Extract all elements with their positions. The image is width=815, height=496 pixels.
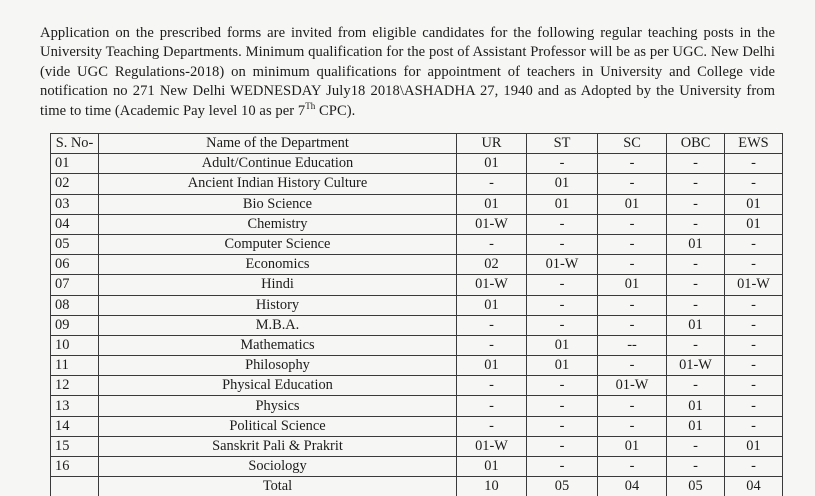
ews-cell: -	[725, 255, 783, 275]
total-label: Total	[99, 477, 457, 496]
department-cell: Political Science	[99, 416, 457, 436]
table-row	[51, 315, 783, 335]
header-sc: SC	[598, 134, 667, 154]
department-cell: Philosophy	[99, 356, 457, 376]
st-cell: -	[527, 275, 598, 295]
table-row	[51, 335, 783, 355]
header-ur: UR	[457, 134, 527, 154]
total-ur-cell: 10	[457, 477, 527, 496]
table-row	[51, 295, 783, 315]
st-cell: -	[527, 295, 598, 315]
header-obc: OBC	[667, 134, 725, 154]
ur-cell: -	[457, 396, 527, 416]
serial-no-cell: 10	[51, 335, 99, 355]
department-cell: Hindi	[99, 275, 457, 295]
ur-cell: 01-W	[457, 436, 527, 456]
obc-cell: -	[667, 214, 725, 234]
ews-cell: 01	[725, 194, 783, 214]
notice-paragraph	[40, 24, 775, 122]
ur-cell: 01	[457, 154, 527, 174]
ur-cell: 01	[457, 457, 527, 477]
department-cell: Sociology	[99, 457, 457, 477]
ews-cell: -	[725, 315, 783, 335]
obc-cell: -	[667, 174, 725, 194]
st-cell: -	[527, 416, 598, 436]
obc-cell: 01-W	[667, 356, 725, 376]
sc-cell: -	[598, 255, 667, 275]
sc-cell: -	[598, 315, 667, 335]
ews-cell: -	[725, 457, 783, 477]
serial-no-cell: 16	[51, 457, 99, 477]
ur-cell: -	[457, 234, 527, 254]
ur-cell: -	[457, 174, 527, 194]
serial-no-cell: 08	[51, 295, 99, 315]
total-st-cell: 05	[527, 477, 598, 496]
sc-cell: -	[598, 174, 667, 194]
department-cell: Ancient Indian History Culture	[99, 174, 457, 194]
sc-cell: 01	[598, 275, 667, 295]
sc-cell: -	[598, 457, 667, 477]
table-row	[51, 396, 783, 416]
st-cell: -	[527, 315, 598, 335]
department-cell: Adult/Continue Education	[99, 154, 457, 174]
table-body	[51, 154, 783, 496]
table-row	[51, 234, 783, 254]
obc-cell: -	[667, 335, 725, 355]
table-row	[51, 275, 783, 295]
posts-table	[50, 133, 783, 496]
st-cell: -	[527, 214, 598, 234]
sc-cell: -	[598, 214, 667, 234]
ews-cell: -	[725, 376, 783, 396]
department-cell: History	[99, 295, 457, 315]
sc-cell: -	[598, 295, 667, 315]
ur-cell: 01	[457, 295, 527, 315]
ur-cell: 01	[457, 356, 527, 376]
ews-cell: -	[725, 174, 783, 194]
serial-no-cell: 15	[51, 436, 99, 456]
ews-cell: -	[725, 234, 783, 254]
serial-no-cell: 06	[51, 255, 99, 275]
obc-cell: 01	[667, 234, 725, 254]
sc-cell: -	[598, 234, 667, 254]
sc-cell: -	[598, 396, 667, 416]
obc-cell: -	[667, 275, 725, 295]
serial-no-cell: 01	[51, 154, 99, 174]
table-row	[51, 255, 783, 275]
serial-no-cell: 14	[51, 416, 99, 436]
table-header-row	[51, 134, 783, 154]
notice-text: Application on the prescribed forms are invited from eligible candidates for the following regular teaching posts in the University Teaching Departments. Minimum qualification for the post of Assistant Professor will be as per UGC. New Delhi (vide UGC Regulations-2018) on minimum qualifications for appointment of teachers in University and College vide notification no 271 New Delhi WEDNESDAY July18 2018\ASHADHA 27, 1940 and as Adopted by the University from time to time (Academic Pay level 10 as per 7	[40, 24, 775, 119]
department-cell: M.B.A.	[99, 315, 457, 335]
ur-cell: -	[457, 335, 527, 355]
ews-cell: 01	[725, 436, 783, 456]
serial-no-cell: 07	[51, 275, 99, 295]
department-cell: Physics	[99, 396, 457, 416]
ur-cell: -	[457, 416, 527, 436]
department-cell: Mathematics	[99, 335, 457, 355]
department-cell: Computer Science	[99, 234, 457, 254]
notice-text-end: CPC).	[315, 102, 356, 119]
table-row	[51, 214, 783, 234]
st-cell: -	[527, 234, 598, 254]
serial-no-cell: 12	[51, 376, 99, 396]
st-cell: 01-W	[527, 255, 598, 275]
ews-cell: -	[725, 295, 783, 315]
st-cell: 01	[527, 194, 598, 214]
obc-cell: -	[667, 457, 725, 477]
sc-cell: -	[598, 154, 667, 174]
ews-cell: 01-W	[725, 275, 783, 295]
serial-no-cell: 09	[51, 315, 99, 335]
table-row	[51, 154, 783, 174]
department-cell: Physical Education	[99, 376, 457, 396]
obc-cell: -	[667, 154, 725, 174]
sc-cell: 01-W	[598, 376, 667, 396]
table-row	[51, 436, 783, 456]
st-cell: 01	[527, 356, 598, 376]
st-cell: -	[527, 436, 598, 456]
st-cell: 01	[527, 335, 598, 355]
notice-superscript: Th	[305, 101, 316, 112]
obc-cell: 01	[667, 315, 725, 335]
serial-no-cell: 11	[51, 356, 99, 376]
st-cell: -	[527, 457, 598, 477]
ur-cell: -	[457, 315, 527, 335]
st-cell: 01	[527, 174, 598, 194]
header-ews: EWS	[725, 134, 783, 154]
serial-no-cell: 02	[51, 174, 99, 194]
department-cell: Sanskrit Pali & Prakrit	[99, 436, 457, 456]
ur-cell: -	[457, 376, 527, 396]
obc-cell: 01	[667, 396, 725, 416]
ews-cell: -	[725, 396, 783, 416]
sc-cell: 01	[598, 436, 667, 456]
table-row	[51, 457, 783, 477]
ews-cell: -	[725, 416, 783, 436]
table-row	[51, 416, 783, 436]
table-row	[51, 376, 783, 396]
department-cell: Bio Science	[99, 194, 457, 214]
total-sc-cell: 04	[598, 477, 667, 496]
table-row	[51, 194, 783, 214]
ews-cell: 01	[725, 214, 783, 234]
header-department: Name of the Department	[99, 134, 457, 154]
serial-no-cell: 05	[51, 234, 99, 254]
table-row	[51, 174, 783, 194]
ur-cell: 02	[457, 255, 527, 275]
ews-cell: -	[725, 154, 783, 174]
department-cell: Chemistry	[99, 214, 457, 234]
total-obc-cell: 05	[667, 477, 725, 496]
table-row	[51, 356, 783, 376]
obc-cell: -	[667, 376, 725, 396]
total-ews-cell: 04	[725, 477, 783, 496]
department-cell: Economics	[99, 255, 457, 275]
header-st: ST	[527, 134, 598, 154]
sc-cell: 01	[598, 194, 667, 214]
obc-cell: -	[667, 255, 725, 275]
sc-cell: --	[598, 335, 667, 355]
st-cell: -	[527, 154, 598, 174]
serial-no-cell: 13	[51, 396, 99, 416]
ur-cell: 01-W	[457, 214, 527, 234]
obc-cell: 01	[667, 416, 725, 436]
ur-cell: 01-W	[457, 275, 527, 295]
sc-cell: -	[598, 416, 667, 436]
obc-cell: -	[667, 436, 725, 456]
serial-no-cell: 03	[51, 194, 99, 214]
obc-cell: -	[667, 295, 725, 315]
sc-cell: -	[598, 356, 667, 376]
st-cell: -	[527, 396, 598, 416]
ews-cell: -	[725, 356, 783, 376]
st-cell: -	[527, 376, 598, 396]
obc-cell: -	[667, 194, 725, 214]
serial-no-cell: 04	[51, 214, 99, 234]
ews-cell: -	[725, 335, 783, 355]
header-serial-no: S. No-	[51, 134, 99, 154]
ur-cell: 01	[457, 194, 527, 214]
